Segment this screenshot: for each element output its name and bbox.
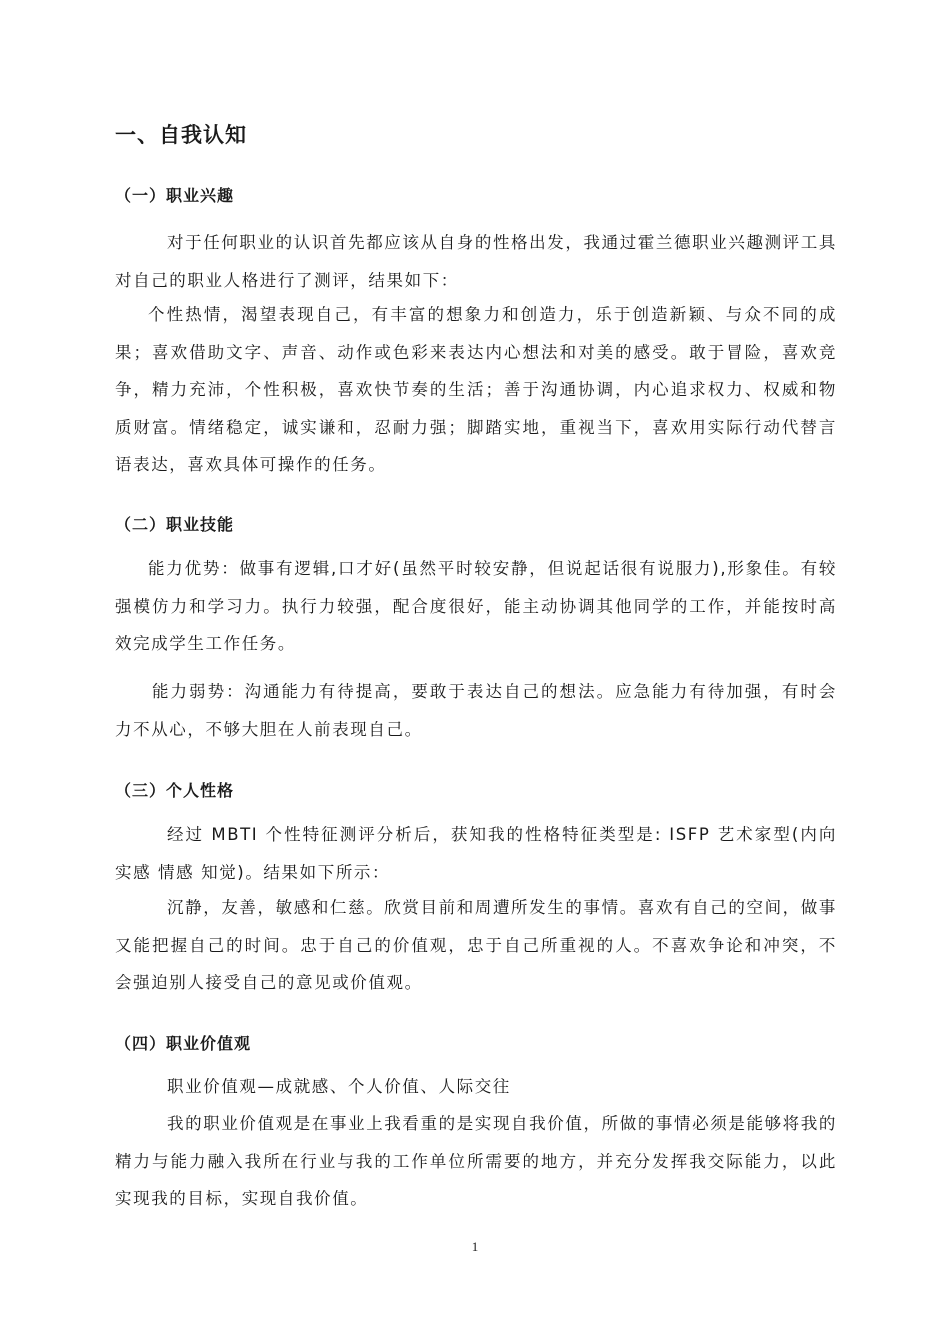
paragraph: 职业价值观—成就感、个人价值、人际交往	[167, 1077, 511, 1096]
paragraph: 个性热情，渴望表现自己，有丰富的想象力和创造力，乐于创造新颖、与众不同的成果；喜欢借助文字、声音、动作或色彩来表达内心想法和对美的感受。敢于冒险，喜欢竞争，精力充沛，个性积极，喜欢快节奏的生活；善于沟通协调，内心追求权力、权威和物质财富。情绪稳定，诚实谦和，忍耐力强；脚踏实地，重视当下，喜欢用实际行动代替言语表达，喜欢具体可操作的任务。	[115, 305, 837, 474]
paragraph: 经过 MBTI 个性特征测评分析后，获知我的性格特征类型是: ISFP 艺术家型(内向 实感 情感 知觉)。结果如下所示：	[115, 825, 837, 882]
section-title-career-values: （四）职业价值观	[115, 1034, 252, 1053]
chapter-heading: 一、自我认知	[115, 123, 247, 147]
paragraph: 我的职业价值观是在事业上我看重的是实现自我价值，所做的事情必须是能够将我的精力与能力融入我所在行业与我的工作单位所需要的地方，并充分发挥我交际能力，以此实现我的目标，实现自我价值。	[115, 1114, 837, 1208]
paragraph: 能力优势：做事有逻辑,口才好(虽然平时较安静，但说起话很有说服力),形象佳。有较强模仿力和学习力。执行力较强，配合度很好，能主动协调其他同学的工作，并能按时高效完成学生工作任务。	[115, 559, 837, 653]
paragraph: 能力弱势：沟通能力有待提高，要敢于表达自己的想法。应急能力有待加强，有时会力不从心，不够大胆在人前表现自己。	[115, 682, 837, 739]
paragraph: 沉静，友善，敏感和仁慈。欣赏目前和周遭所发生的事情。喜欢有自己的空间，做事又能把握自己的时间。忠于自己的价值观，忠于自己所重视的人。不喜欢争论和冲突，不会强迫别人接受自己的意见或价值观。	[115, 898, 837, 992]
page-number: 1	[471, 1239, 479, 1254]
section-title-career-interest: （一）职业兴趣	[115, 186, 235, 205]
paragraph: 对于任何职业的认识首先都应该从自身的性格出发，我通过霍兰德职业兴趣测评工具对自己的职业人格进行了测评，结果如下：	[115, 233, 837, 290]
section-title-career-skills: （二）职业技能	[115, 515, 235, 534]
section-title-personality: （三）个人性格	[115, 781, 235, 800]
